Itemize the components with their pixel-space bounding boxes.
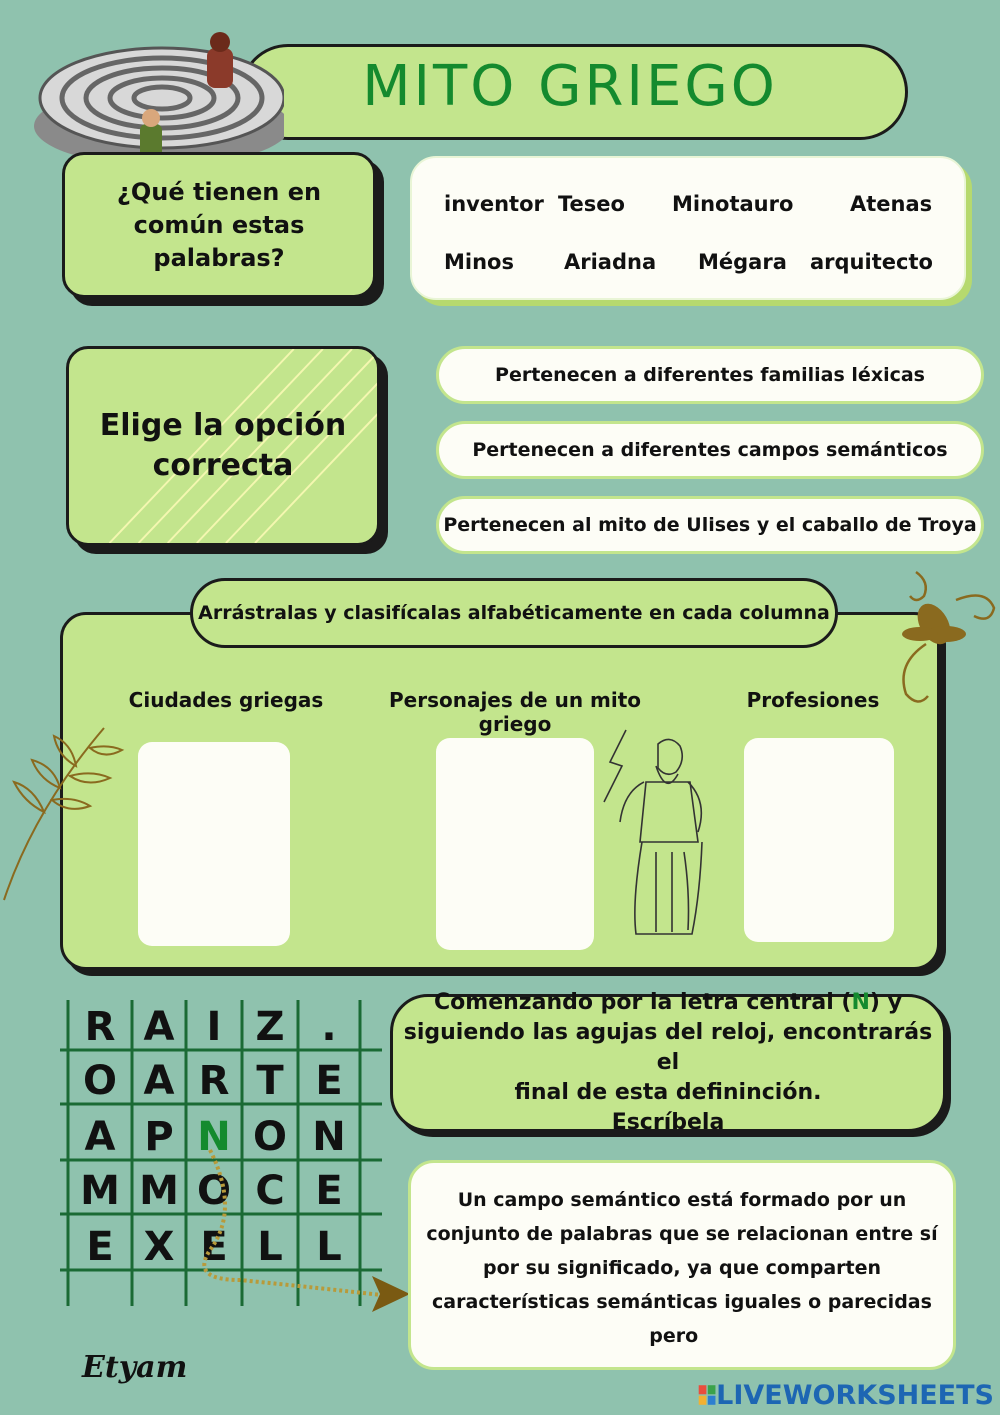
- olive-branch-icon: [0, 712, 140, 902]
- choose-option-text: Elige la opción correcta: [99, 408, 347, 483]
- instruction-line-2: siguiendo las agujas del reloj, encontrarás el: [403, 1020, 933, 1075]
- grid-letter: N: [312, 1114, 346, 1160]
- word-chip[interactable]: Mégara: [698, 250, 787, 274]
- grid-letter: Z: [255, 1004, 285, 1050]
- word-chip[interactable]: Minos: [444, 250, 514, 274]
- word-chip[interactable]: Minotauro: [672, 192, 794, 216]
- flower-ornament-icon: [886, 564, 998, 714]
- word-chip[interactable]: Atenas: [850, 192, 933, 216]
- labyrinth-illustration: [22, 28, 284, 168]
- zeus-illustration: [596, 722, 726, 944]
- drop-zone-cities[interactable]: [138, 742, 290, 946]
- grid-letter: X: [143, 1224, 175, 1270]
- column-heading-professions: Profesiones: [746, 688, 880, 712]
- option-button-2[interactable]: Pertenecen a diferentes campos semánticos: [436, 421, 984, 479]
- instruction-line-4: Escríbela: [611, 1110, 725, 1135]
- instruction-text: Comenzando por la letra central (: [434, 990, 852, 1015]
- word-chip[interactable]: Ariadna: [564, 250, 657, 274]
- word-bank: [410, 156, 966, 300]
- grid-letter: R: [84, 1004, 116, 1050]
- puzzle-instructions: [390, 990, 946, 1135]
- definition-trailing: pero: [649, 1325, 699, 1347]
- grid-letter: E: [86, 1224, 114, 1270]
- liveworksheets-logo-icon: [698, 1380, 716, 1410]
- choose-option-box: [66, 346, 380, 546]
- word-chip[interactable]: Teseo: [558, 192, 625, 216]
- brand-logo: [698, 1378, 994, 1412]
- option-button-3[interactable]: Pertenecen al mito de Ulises y el caballo de Troya: [436, 496, 984, 554]
- brand-text: LIVEWORKSHEETS: [716, 1379, 994, 1411]
- question-common-text: ¿Qué tienen en común estas palabras?: [116, 177, 322, 272]
- word-chip[interactable]: arquitecto: [810, 250, 933, 274]
- grid-letter: P: [144, 1114, 174, 1160]
- center-letter: N: [851, 990, 870, 1015]
- word-chip[interactable]: inventor: [444, 192, 544, 216]
- arrow-right-icon: [368, 1272, 412, 1316]
- drop-zone-professions[interactable]: [744, 738, 894, 942]
- definition-text: Un campo semántico está formado por un conjunto de palabras que se relacionan entre sí por su significado, ya que comparten características semánticas iguales o parecidas: [426, 1189, 938, 1313]
- grid-letter: A: [143, 1058, 175, 1104]
- grid-letter: A: [84, 1114, 116, 1160]
- instruction-text: ) y: [869, 990, 902, 1015]
- letter-grid: [60, 1000, 390, 1310]
- author-signature: Etyam: [82, 1350, 188, 1385]
- grid-letter: M: [80, 1168, 120, 1214]
- classify-instruction: Arrástralas y clasifícalas alfabéticamente en cada columna: [190, 578, 838, 648]
- grid-letter: L: [316, 1224, 342, 1270]
- column-heading-characters: Personajes de un mito griego: [388, 688, 642, 736]
- option-button-1[interactable]: Pertenecen a diferentes familias léxicas: [436, 346, 984, 404]
- grid-letter: C: [255, 1168, 285, 1214]
- grid-letter: N: [197, 1114, 231, 1160]
- grid-letter: M: [139, 1168, 179, 1214]
- instruction-line-1: [434, 988, 902, 1018]
- definition-card: [408, 1160, 956, 1370]
- grid-letter: E: [315, 1058, 343, 1104]
- grid-letter: O: [196, 1168, 232, 1214]
- grid-letter: O: [82, 1058, 118, 1104]
- grid-letter: .: [321, 1004, 337, 1050]
- question-common-box: [62, 152, 376, 298]
- grid-letter: R: [198, 1058, 230, 1104]
- page-title: MITO GRIEGO: [362, 54, 778, 119]
- grid-letter: T: [256, 1058, 284, 1104]
- grid-letter: O: [252, 1114, 288, 1160]
- grid-letter: L: [257, 1224, 283, 1270]
- instruction-line-3: final de esta defininción.: [514, 1080, 822, 1105]
- grid-letter: E: [200, 1224, 228, 1270]
- grid-letter: A: [143, 1004, 175, 1050]
- column-heading-cities: Ciudades griegas: [128, 688, 324, 712]
- drop-zone-characters[interactable]: [436, 738, 594, 950]
- grid-letter: I: [206, 1004, 222, 1050]
- grid-letter: E: [315, 1168, 343, 1214]
